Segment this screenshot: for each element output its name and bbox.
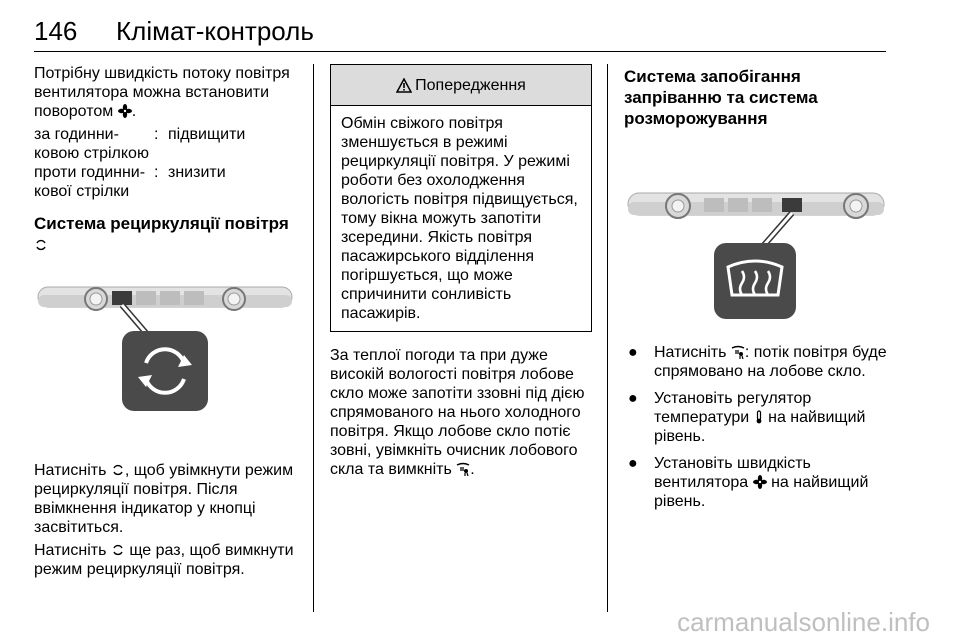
page-number: 146 (34, 16, 78, 46)
right-column (624, 64, 888, 519)
fan-icon (118, 104, 132, 118)
defog-steps (624, 343, 888, 511)
recirculation-icon (111, 543, 125, 557)
recirculation-on-paragraph: Натисніть , щоб увімкнути режим рециркуляції повітря. Після ввімкнення індикатор у кнопці засвітиться. (34, 462, 294, 536)
page-header (34, 16, 886, 48)
watermark: carmanualsonline.info (677, 607, 930, 637)
warning-box (330, 64, 592, 332)
fan-definitions (34, 125, 296, 201)
recirculation-icon (34, 238, 48, 252)
middle-column (330, 64, 592, 483)
recirculation-off-paragraph: Натисніть ще раз, щоб вимкнути режим рециркуляції повітря. (34, 542, 294, 578)
windscreen-airflow-icon (731, 345, 745, 359)
chapter-title: Клімат-контроль (116, 16, 314, 46)
fan-icon (753, 475, 767, 489)
definition-row: за годинниковою стрілкою : підвищити (34, 126, 246, 162)
defrost-button-illustration (624, 183, 888, 333)
header-rule (34, 51, 886, 52)
fan-intro: Потрібну швидкість потоку повітря вентилятора можна встановити поворотом . (34, 65, 290, 120)
warning-icon (396, 78, 412, 93)
fogging-paragraph: За теплої погоди та при дуже високій вологості повітря лобове скло може запотіти ззовні під дією спрямованого на нього холодного повітря. Якщо лобове скло потіє зовні, увімкніть очисник лобового скла та вимкніть . (330, 347, 585, 478)
warning-text: Обмін свіжого повітря зменшується в режимі рециркуляції повітря. У режимі роботи без охолодження вологість повітря підвищується, тому вікна можуть запотіти зсередини. Якість повітря пасажирського відділення погіршується, що може спричинити сонливість пасажирів. (341, 115, 578, 322)
definition-row: проти годинникової стрілки : знизити (34, 164, 226, 200)
recirculation-button-illustration (34, 273, 296, 453)
list-item: ● Установіть регулятор температури на найвищий рівень. (628, 390, 866, 445)
column-divider (313, 64, 314, 612)
defog-heading: Система запобігання запріванню та система розморожування (624, 67, 818, 128)
recirculation-heading: Система рециркуляції повітря (34, 213, 296, 255)
list-item: ● Натисніть : потік повітря буде спрямовано на лобове скло. (628, 344, 887, 380)
left-column (34, 64, 296, 583)
list-item: ● Установіть швидкість вентилятора на найвищий рівень. (628, 455, 869, 510)
windscreen-airflow-icon (456, 462, 470, 476)
column-divider (607, 64, 608, 612)
warning-header: Попередження (331, 65, 591, 106)
thermometer-icon (754, 410, 764, 424)
recirculation-icon (111, 463, 125, 477)
